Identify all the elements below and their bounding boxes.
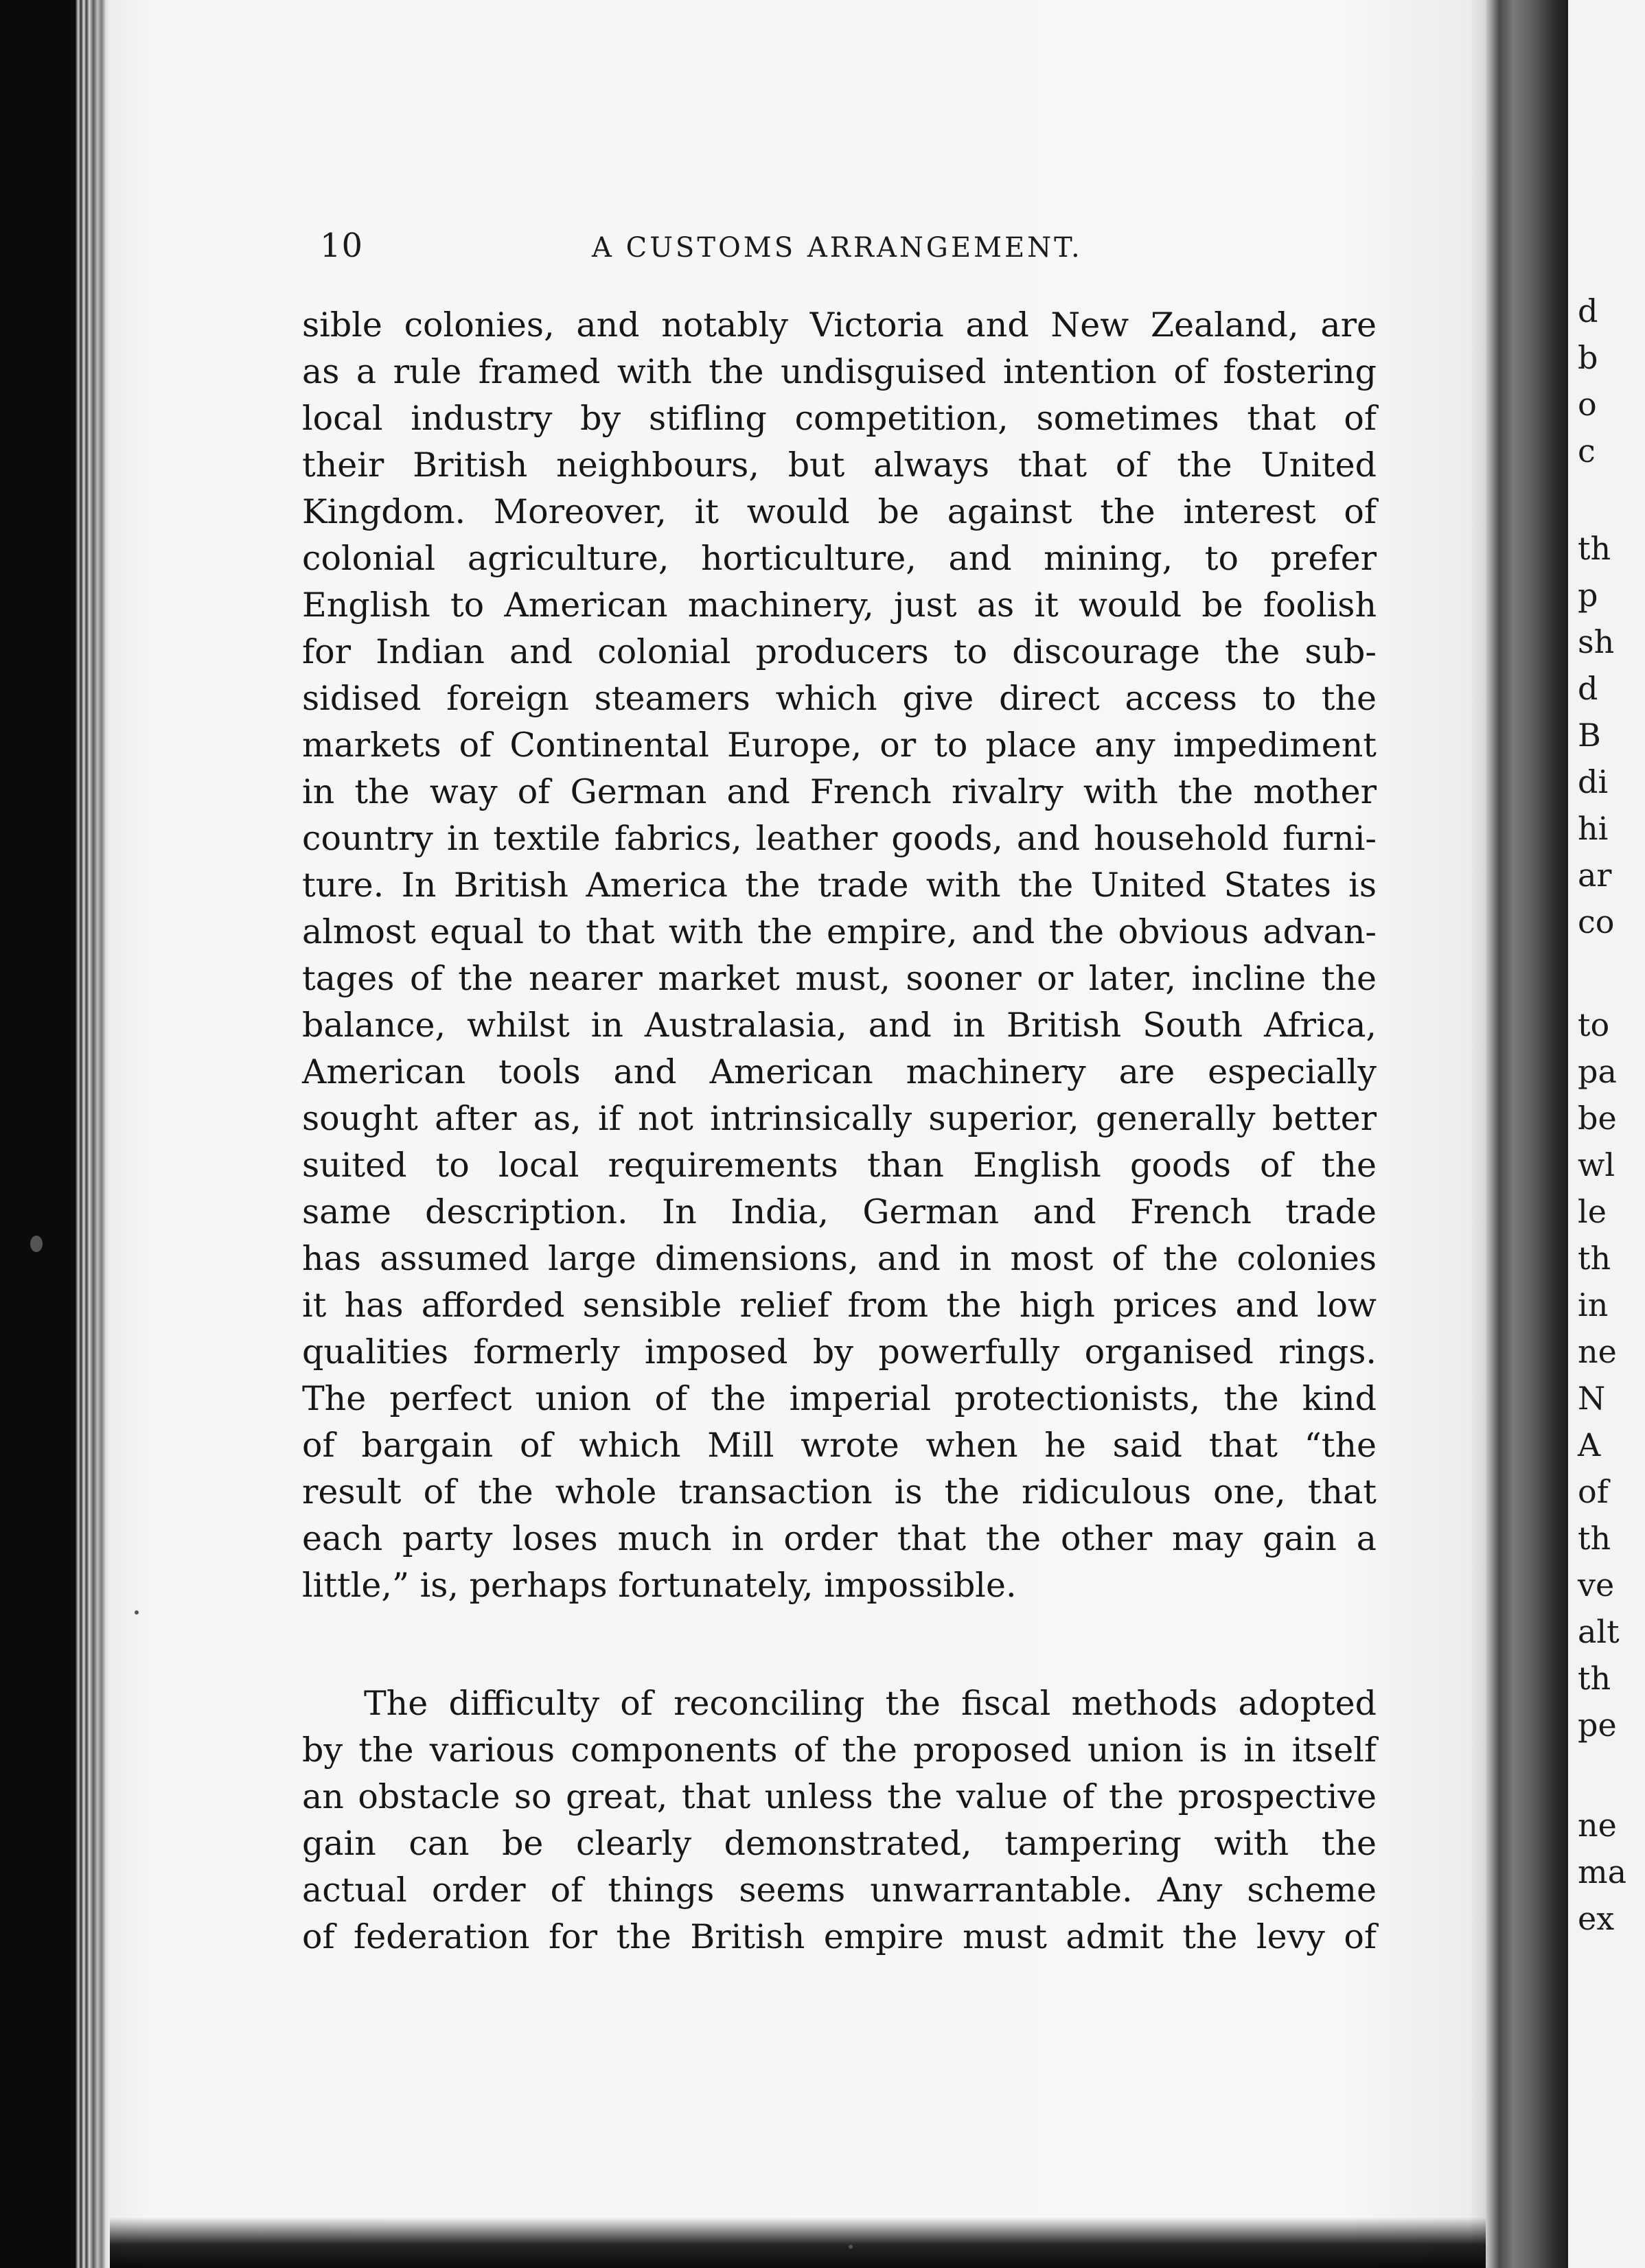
page-gutter: [1486, 0, 1568, 2268]
next-page-fragment: ne: [1578, 1333, 1617, 1370]
text-line: little,” is, perhaps fortunately, impossible.: [302, 1566, 1017, 1605]
next-page-fragment: le: [1578, 1193, 1607, 1230]
page-number: 10: [320, 227, 364, 265]
text-line: sought after as, if not intrinsically superior, generally better: [302, 1099, 1377, 1138]
text-line: actual order of things seems unwarrantable. Any scheme: [302, 1871, 1377, 1910]
next-page-fragment: sh: [1578, 623, 1615, 660]
next-page-fragment: to: [1578, 1006, 1610, 1043]
next-page-fragment: hi: [1578, 810, 1609, 847]
next-page-fragment: ex: [1578, 1900, 1615, 1937]
text-line: in the way of German and French rivalry with the mother: [302, 772, 1377, 811]
next-page-fragment: pe: [1578, 1706, 1617, 1744]
next-page-fragment: co: [1578, 903, 1615, 940]
next-page-fragment: d: [1578, 292, 1598, 329]
text-line: American tools and American machinery are especially: [302, 1052, 1377, 1091]
text-line: gain can be clearly demonstrated, tampering with the: [302, 1824, 1377, 1863]
text-line: English to American machinery, just as it would be foolish: [302, 586, 1377, 625]
text-line: sible colonies, and notably Victoria and New Zealand, are: [302, 305, 1377, 345]
text-line: ture. In British America the trade with the United States is: [302, 866, 1377, 905]
next-page-fragment: of: [1578, 1473, 1609, 1510]
text-line: markets of Continental Europe, or to place any impediment: [302, 726, 1377, 765]
scan-speck: [135, 1610, 139, 1615]
scan-speck: [30, 1236, 43, 1252]
text-line: Kingdom. Moreover, it would be against the interest of: [302, 492, 1377, 531]
text-line: suited to local requirements than English goods of the: [302, 1146, 1377, 1185]
page-bottom-shadow: [110, 2217, 1486, 2268]
text-line: result of the whole transaction is the ridiculous one, that: [302, 1472, 1377, 1512]
next-page-fragment: b: [1578, 339, 1598, 376]
next-page-fragment: th: [1578, 1520, 1611, 1557]
text-line: it has afforded sensible relief from the high prices and low: [302, 1286, 1377, 1325]
text-line: their British neighbours, but always that of the United: [302, 445, 1377, 485]
text-line: qualities formerly imposed by powerfully organised rings.: [302, 1332, 1377, 1372]
text-line: almost equal to that with the empire, and the obvious advan-: [302, 912, 1377, 951]
next-page-fragment: N: [1578, 1380, 1606, 1417]
text-line: by the various components of the proposed union is in itself: [302, 1731, 1377, 1770]
next-page-fragment: th: [1578, 530, 1611, 567]
next-page-fragment: p: [1578, 577, 1598, 614]
next-page-fragment: B: [1578, 717, 1601, 754]
text-line: colonial agriculture, horticulture, and mining, to prefer: [302, 539, 1377, 578]
running-head: A CUSTOMS ARRANGEMENT.: [592, 232, 1083, 264]
next-page-fragment: in: [1578, 1286, 1609, 1323]
text-line: has assumed large dimensions, and in most of the colonies: [302, 1239, 1377, 1278]
next-page-fragment: o: [1578, 386, 1597, 423]
text-line: an obstacle so great, that unless the value of the prospective: [302, 1777, 1377, 1816]
next-page-fragment: alt: [1578, 1613, 1620, 1650]
next-page-fragment: A: [1578, 1426, 1601, 1463]
paragraph-1: [302, 302, 1377, 1609]
text-line: balance, whilst in Australasia, and in British South Africa,: [302, 1006, 1377, 1045]
next-page-fragment: th: [1578, 1660, 1611, 1697]
next-page-fragment: wl: [1578, 1146, 1615, 1183]
next-page-fragment: pa: [1578, 1053, 1617, 1090]
text-line: The perfect union of the imperial protectionists, the kind: [302, 1379, 1377, 1418]
next-page-fragment: ne: [1578, 1807, 1617, 1844]
next-page-fragment: d: [1578, 670, 1598, 707]
next-page-fragment: ar: [1578, 857, 1612, 894]
next-page-fragment: ve: [1578, 1566, 1615, 1604]
text-line: as a rule framed with the undisguised intention of fostering: [302, 352, 1377, 391]
next-page-fragment: be: [1578, 1100, 1617, 1137]
text-line: local industry by stifling competition, sometimes that of: [302, 399, 1377, 438]
text-line: tages of the nearer market must, sooner or later, incline the: [302, 959, 1377, 998]
next-page-fragment: c: [1578, 432, 1596, 470]
next-page-strip: [1568, 0, 1645, 2268]
book-binding-edge: [76, 0, 110, 2268]
text-line: each party loses much in order that the other may gain a: [302, 1519, 1377, 1558]
text-line: of bargain of which Mill wrote when he said that “the: [302, 1426, 1377, 1465]
next-page-fragment: th: [1578, 1240, 1611, 1277]
next-page-fragment: di: [1578, 763, 1609, 800]
text-line: for Indian and colonial producers to discourage the sub-: [302, 632, 1377, 671]
scan-speck: [849, 2245, 853, 2249]
paragraph-2: [302, 1680, 1377, 1960]
scan-left-border: [0, 0, 76, 2268]
text-line: The difficulty of reconciling the fiscal methods adopted: [364, 1684, 1377, 1723]
text-line: of federation for the British empire must admit the levy of: [302, 1917, 1377, 1956]
text-line: country in textile fabrics, leather goods, and household furni-: [302, 819, 1377, 858]
next-page-fragment: ma: [1578, 1853, 1627, 1890]
text-line: sidised foreign steamers which give direct access to the: [302, 679, 1377, 718]
text-line: same description. In India, German and French trade: [302, 1192, 1377, 1231]
